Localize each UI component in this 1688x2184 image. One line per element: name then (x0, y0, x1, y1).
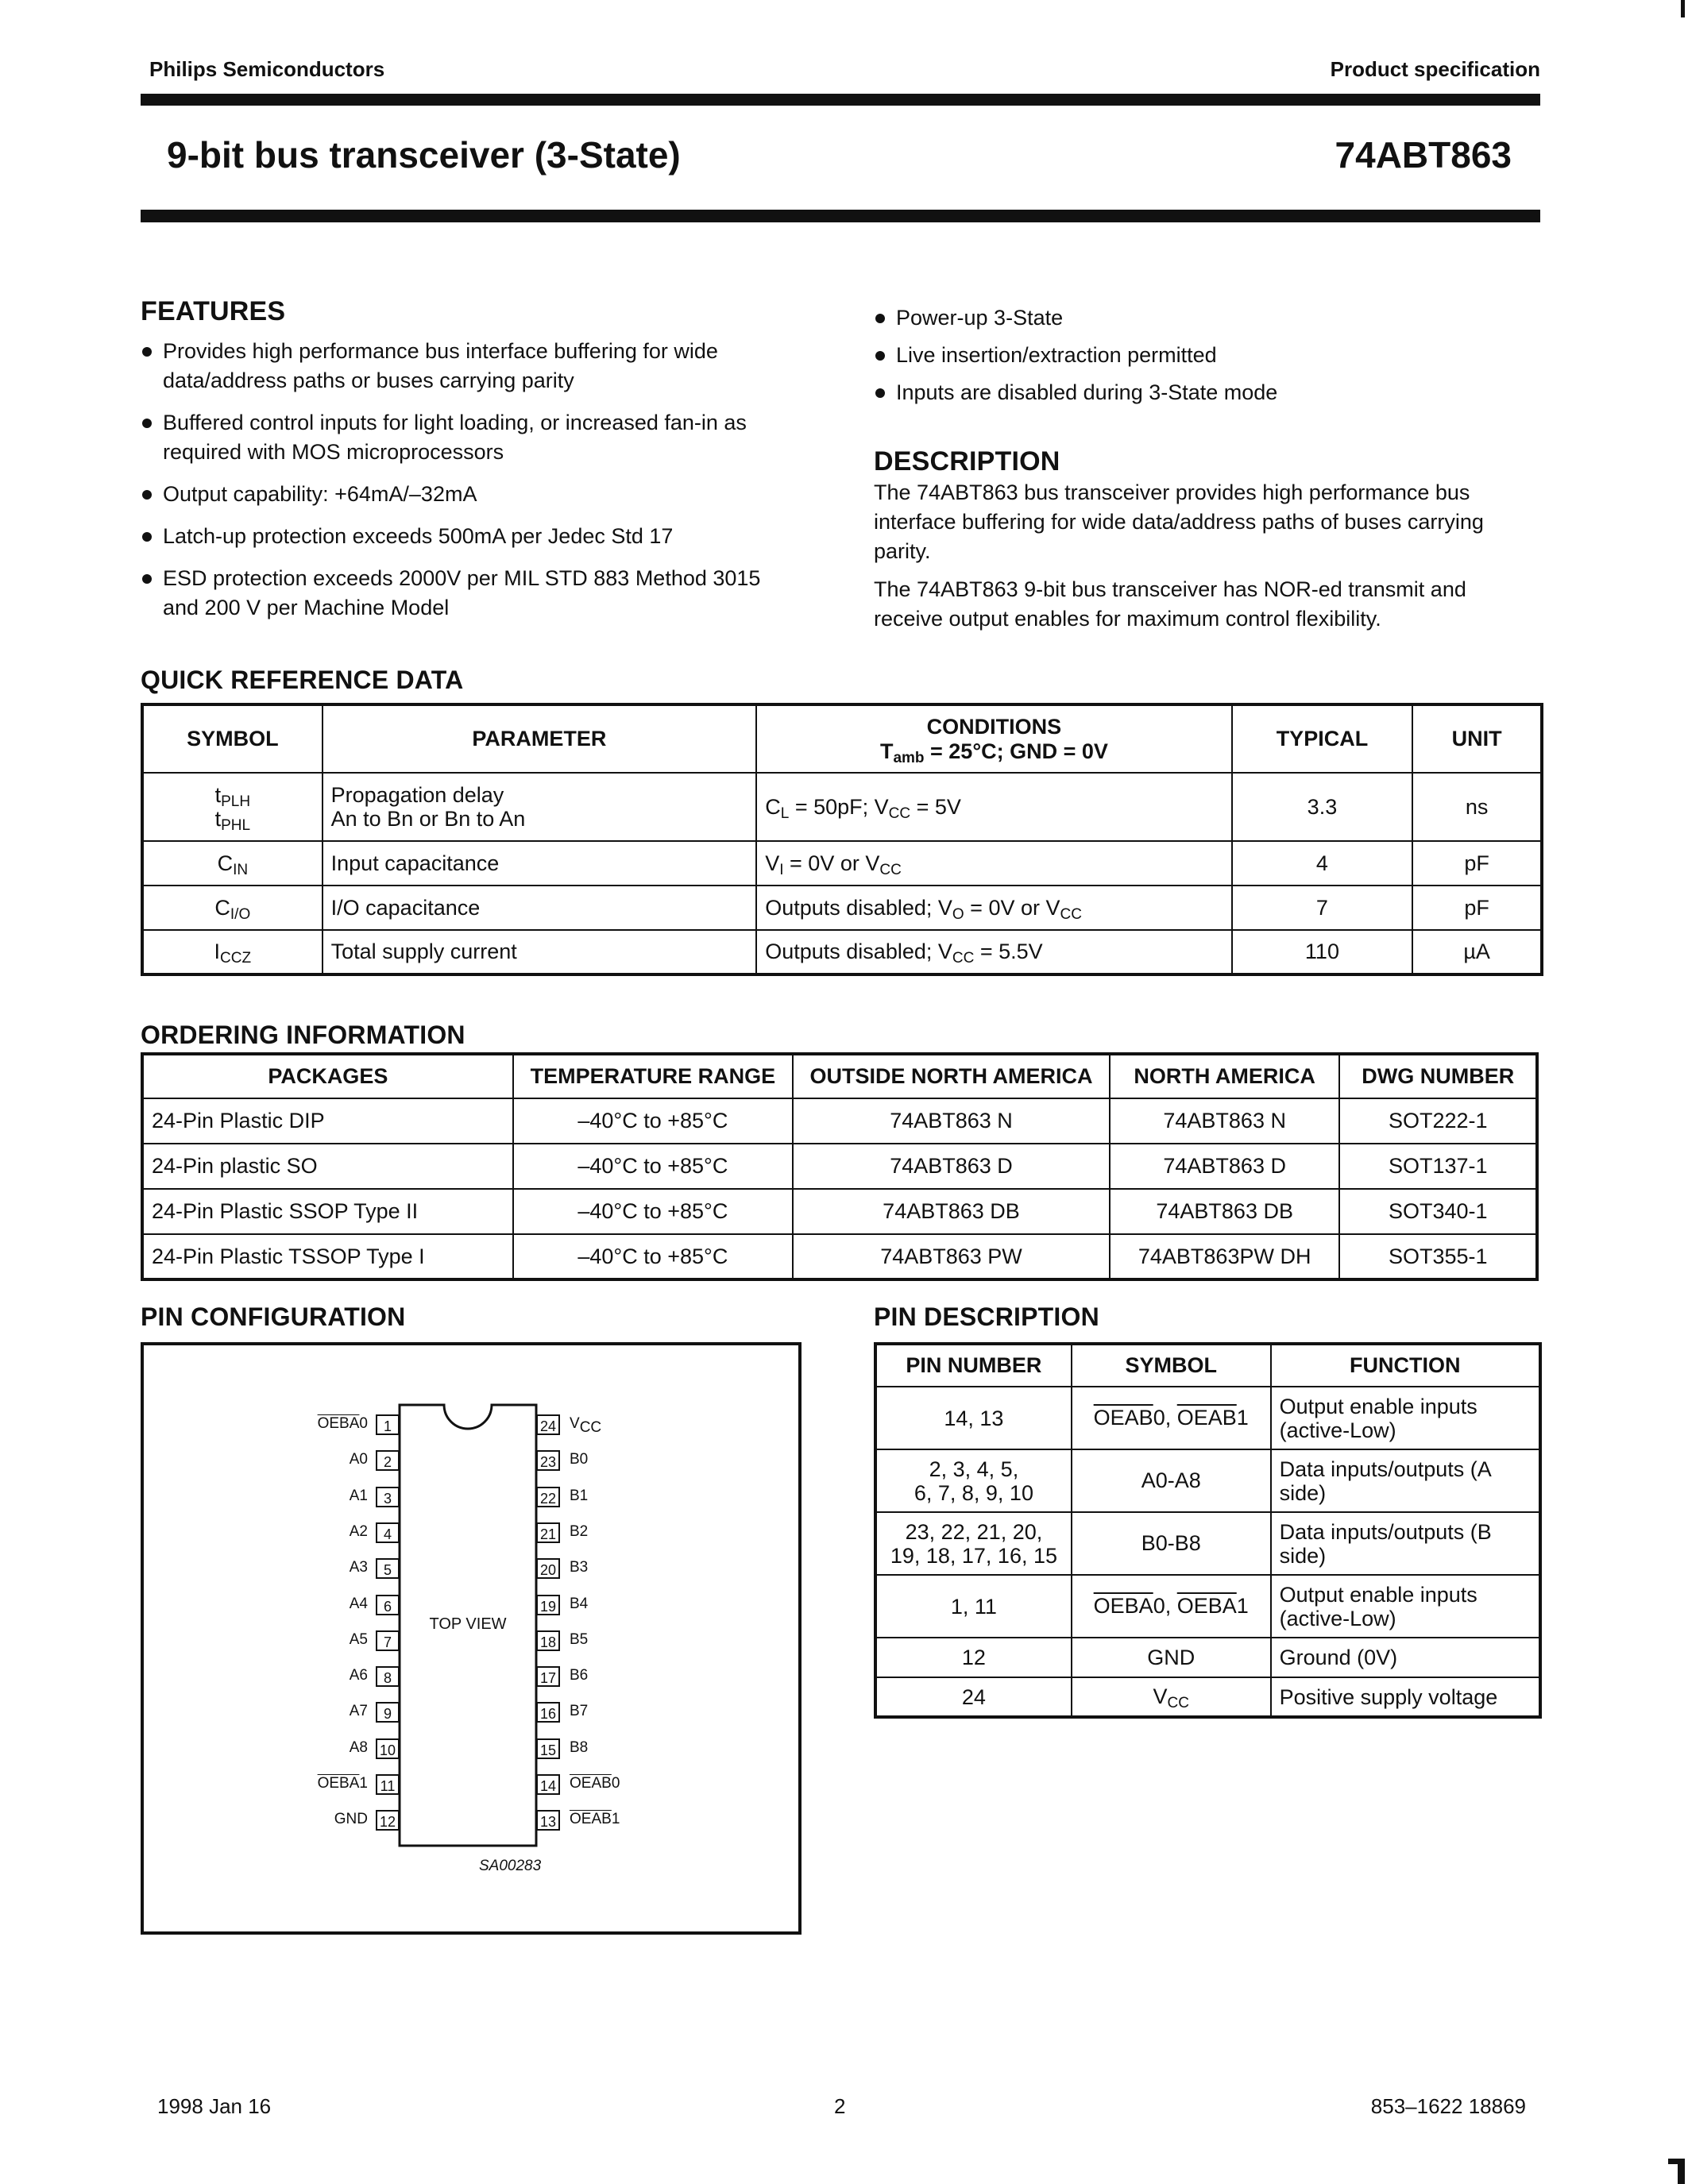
pin-symbol-cell: OEAB0, OEAB1 (1072, 1387, 1271, 1449)
pin-label-left: A4 (349, 1595, 368, 1612)
pin-symbol-cell: $V_{CC}$ (1072, 1677, 1271, 1717)
table-row (875, 1638, 1540, 1677)
table-row (875, 1512, 1540, 1575)
pin-function-cell: Ground (0V) (1271, 1638, 1540, 1677)
pin-number-left: 3 (376, 1487, 400, 1507)
pin-label-right: B4 (570, 1595, 589, 1612)
pin-number-right: 23 (536, 1450, 560, 1471)
pin-number-left: 5 (376, 1558, 400, 1579)
drawing-id: SA00283 (479, 1858, 542, 1874)
pin-number-cell: 2, 3, 4, 5, 6, 7, 8, 9, 10 (875, 1449, 1072, 1512)
pin-label-left: A3 (349, 1559, 368, 1576)
pin-number-right: 24 (536, 1414, 560, 1435)
table-row: $I_{CCZ}$ Total supply current Outputs disabled; $V_{CC} = 5.5V$ 110 µA (142, 930, 1542, 974)
pin-number-right: 22 (536, 1487, 560, 1507)
pin-symbol-cell: B0-B8 (1072, 1512, 1271, 1575)
pin-number-left: 8 (376, 1666, 400, 1687)
company-name: Philips Semiconductors (149, 57, 385, 81)
ordering-heading: ORDERING INFORMATION (141, 1021, 465, 1049)
pin-label-left: A7 (349, 1703, 368, 1720)
header-rule-bottom (141, 210, 1540, 222)
table-row: $C_{I/O}$ I/O capacitance Outputs disabled; $V_O = 0V$ or $V_{CC}$ 7 pF (142, 886, 1542, 930)
pin-label-right: B7 (570, 1703, 589, 1720)
table-row: 24-Pin Plastic TSSOP Type I –40°C to +85°C 74ABT863 PW 74ABT863PW DH SOT355-1 (142, 1234, 1537, 1279)
table-row: $C_{IN}$ Input capacitance $V_I = 0V$ or $V_{CC}$ 4 pF (142, 841, 1542, 886)
pin-label-left: A2 (349, 1522, 368, 1540)
header-rule-top (141, 94, 1540, 106)
table-row (875, 1387, 1540, 1449)
col-typical: TYPICAL (1232, 704, 1413, 773)
table-row (875, 1677, 1540, 1717)
feature-item: Inputs are disabled during 3-State mode (874, 378, 1525, 407)
feature-item: Output capability: +64mA/–32mA (141, 480, 792, 509)
features-list-right (874, 303, 1525, 415)
pin-function-cell: Output enable inputs (active-Low) (1271, 1575, 1540, 1638)
pin-number-left: 2 (376, 1450, 400, 1471)
pin-number-right: 17 (536, 1666, 560, 1687)
pin-config-frame (141, 1342, 802, 1935)
pin-number-cell: 23, 22, 21, 20, 19, 18, 17, 16, 15 (875, 1512, 1072, 1575)
pin-label-left: OEBA0 (317, 1415, 368, 1432)
pin-desc-table (874, 1342, 1542, 1719)
col-symbol: SYMBOL (142, 704, 323, 773)
footer-page-number: 2 (834, 2094, 846, 2118)
pin-function-cell: Data inputs/outputs (B side) (1271, 1512, 1540, 1575)
pin-number-left: 7 (376, 1630, 400, 1651)
pin-label-right: OEAB1 (570, 1811, 620, 1828)
table-header-row (142, 704, 1542, 773)
pin-number-right: 19 (536, 1595, 560, 1615)
pin-label-left: OEBA1 (317, 1775, 368, 1792)
pin-label-right: B0 (570, 1451, 589, 1468)
pin-config-heading: PIN CONFIGURATION (141, 1302, 406, 1331)
pin-number-right: 15 (536, 1738, 560, 1759)
ordering-table (141, 1052, 1539, 1281)
pin-symbol-cell: OEBA0, OEBA1 (1072, 1575, 1271, 1638)
pin-number-left: 6 (376, 1595, 400, 1615)
feature-item: Buffered control inputs for light loading, or increased fan-in as required with MOS microprocessors (141, 408, 792, 467)
pin-number-right: 14 (536, 1774, 560, 1795)
pin-label-left: GND (334, 1811, 368, 1828)
pin-number-right: 20 (536, 1558, 560, 1579)
pin-label-right: $V_{CC}$ (570, 1415, 602, 1436)
doc-type: Product specification (1330, 57, 1540, 81)
pin-label-right: B6 (570, 1667, 589, 1684)
quick-ref-table (141, 703, 1543, 976)
description-heading: DESCRIPTION (874, 446, 1060, 477)
footer-date: 1998 Jan 16 (157, 2094, 272, 2118)
pin-label-right: B3 (570, 1559, 589, 1576)
pin-number-cell: 1, 11 (875, 1575, 1072, 1638)
top-view-label: TOP VIEW (429, 1615, 507, 1633)
pin-label-left: A8 (349, 1738, 368, 1756)
pin-label-right: B1 (570, 1487, 589, 1504)
feature-item: Provides high performance bus interface buffering for wide data/address paths or buses carrying parity (141, 337, 792, 396)
table-row: 24-Pin Plastic DIP –40°C to +85°C 74ABT863 N 74ABT863 N SOT222-1 (142, 1098, 1537, 1144)
pin-number-right: 21 (536, 1522, 560, 1543)
table-row: 24-Pin Plastic SSOP Type II –40°C to +85°C 74ABT863 DB 74ABT863 DB SOT340-1 (142, 1189, 1537, 1234)
quick-ref-heading: QUICK REFERENCE DATA (141, 666, 464, 694)
table-header-row: PIN NUMBER SYMBOL FUNCTION (875, 1344, 1540, 1387)
pin-number-left: 1 (376, 1414, 400, 1435)
feature-item: Power-up 3-State (874, 303, 1525, 333)
pin-label-left: A6 (349, 1667, 368, 1684)
part-number: 74ABT863 (1335, 134, 1512, 176)
pin-number-left: 4 (376, 1522, 400, 1543)
pin-label-left: A0 (349, 1451, 368, 1468)
table-row: 24-Pin plastic SO –40°C to +85°C 74ABT863 D 74ABT863 D SOT137-1 (142, 1144, 1537, 1189)
pin-symbol-cell: A0-A8 (1072, 1449, 1271, 1512)
table-header-row: PACKAGES TEMPERATURE RANGE OUTSIDE NORTH AMERICA NORTH AMERICA DWG NUMBER (142, 1054, 1537, 1098)
doc-title: 9-bit bus transceiver (3-State) (167, 134, 681, 176)
features-list-left (141, 337, 792, 635)
feature-item: Latch-up protection exceeds 500mA per Jedec Std 17 (141, 522, 792, 551)
pin-label-right: OEAB0 (570, 1775, 620, 1792)
pin-function-cell: Output enable inputs (active-Low) (1271, 1387, 1540, 1449)
pin-number-cell: 14, 13 (875, 1387, 1072, 1449)
pin-number-left: 9 (376, 1702, 400, 1723)
pin-number-left: 11 (376, 1774, 400, 1795)
col-unit: UNIT (1412, 704, 1542, 773)
crop-mark (1668, 2159, 1685, 2164)
col-parameter: PARAMETER (323, 704, 757, 773)
crop-mark (1681, 0, 1685, 17)
feature-item: Live insertion/extraction permitted (874, 341, 1525, 370)
dip-outline (144, 1345, 798, 1931)
col-conditions: CONDITIONS $T_{amb} = 25^\circ C$; GND = 0V (756, 704, 1231, 773)
pin-symbol-cell: GND (1072, 1638, 1271, 1677)
pin-number-cell: 12 (875, 1638, 1072, 1677)
pin-number-left: 12 (376, 1810, 400, 1831)
table-row (875, 1449, 1540, 1512)
pin-number-right: 18 (536, 1630, 560, 1651)
pin-label-left: A5 (349, 1630, 368, 1648)
description-paragraph: The 74ABT863 bus transceiver provides high performance bus interface buffering for wide data/address paths of buses carrying parity. (874, 480, 1484, 563)
pin-function-cell: Data inputs/outputs (A side) (1271, 1449, 1540, 1512)
pin-label-right: B2 (570, 1522, 589, 1540)
footer-doc-number: 853–1622 18869 (1370, 2094, 1526, 2118)
feature-item: ESD protection exceeds 2000V per MIL STD 883 Method 3015 and 200 V per Machine Model (141, 564, 792, 623)
pin-desc-heading: PIN DESCRIPTION (874, 1302, 1099, 1331)
features-heading: FEATURES (141, 296, 286, 326)
pin-function-cell: Positive supply voltage (1271, 1677, 1540, 1717)
dip-diagram (144, 1345, 798, 1931)
pin-number-left: 10 (376, 1738, 400, 1759)
pin-label-right: B8 (570, 1738, 589, 1756)
pin-number-cell: 24 (875, 1677, 1072, 1717)
table-row (875, 1575, 1540, 1638)
pin-number-right: 13 (536, 1810, 560, 1831)
pin-label-left: A1 (349, 1487, 368, 1504)
description-paragraph: The 74ABT863 9-bit bus transceiver has NOR-ed transmit and receive output enables for maximum control flexibility. (874, 577, 1466, 631)
table-row: $t_{PLH}$ $t_{PHL}$ Propagation delay An to Bn or Bn to An $C_L = 50pF$; $V_{CC} = 5V$ 3.3 ns (142, 773, 1542, 841)
pin-label-right: B5 (570, 1630, 589, 1648)
pin-number-right: 16 (536, 1702, 560, 1723)
